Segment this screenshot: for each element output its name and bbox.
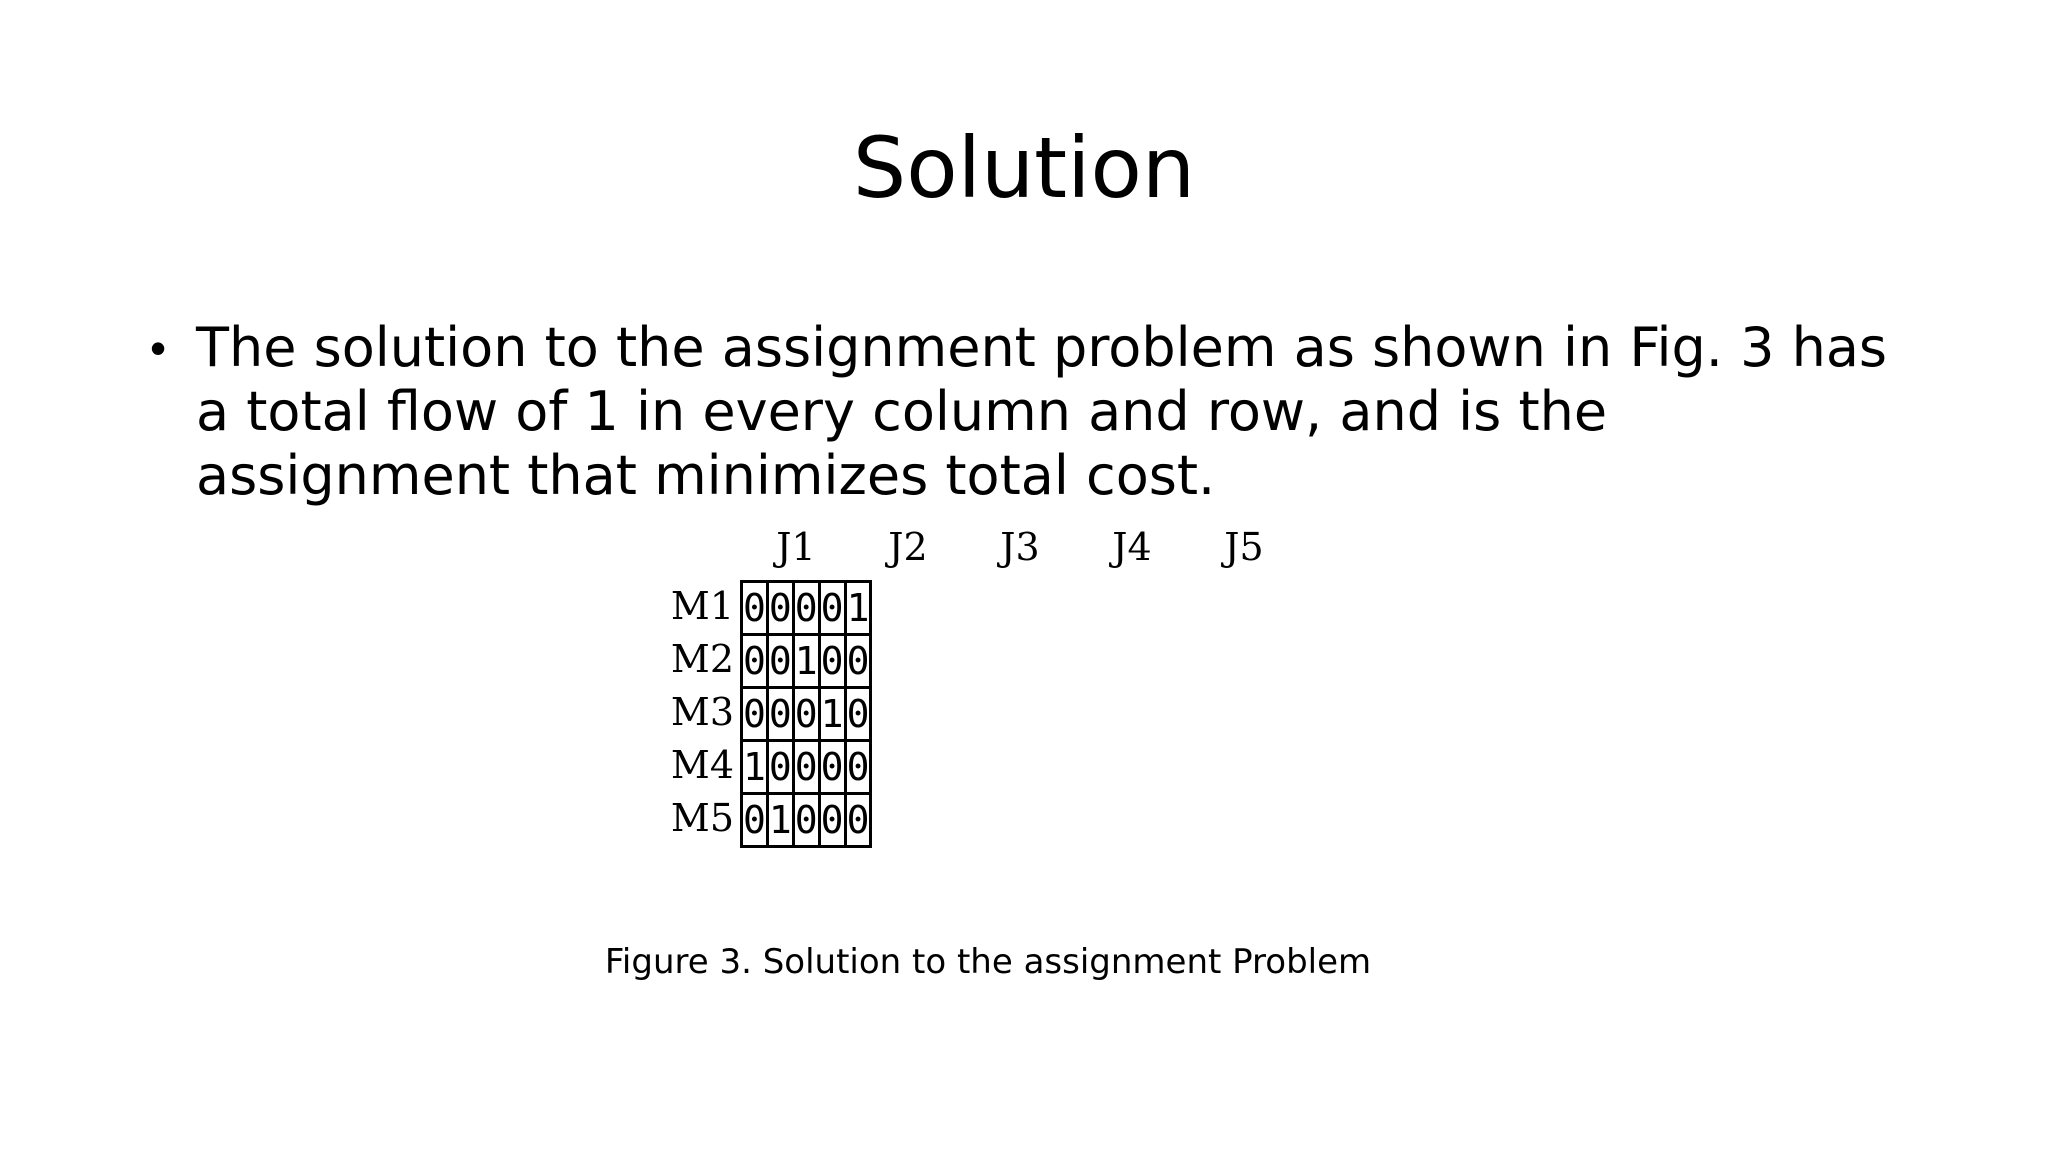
matrix-cell: 0	[819, 582, 845, 635]
figure-caption: Figure 3. Solution to the assignment Problem	[604, 942, 1372, 982]
matrix-cell: 1	[793, 635, 819, 688]
matrix-cell: 0	[819, 635, 845, 688]
matrix-cell: 0	[767, 582, 793, 635]
matrix-cell: 0	[845, 688, 871, 741]
matrix-cell: 0	[767, 688, 793, 741]
matrix-row-m1	[742, 582, 871, 635]
matrix-cell: 0	[793, 741, 819, 794]
matrix-cell: 0	[742, 582, 768, 635]
matrix-cell: 0	[845, 635, 871, 688]
matrix-cell: 1	[819, 688, 845, 741]
row-label-m5: M5	[670, 796, 734, 840]
row-label-m2: M2	[670, 637, 734, 681]
row-label-m4: M4	[670, 743, 734, 787]
matrix-row-m4	[742, 741, 871, 794]
column-header-j1: J1	[776, 525, 816, 569]
matrix-cell: 0	[819, 794, 845, 847]
matrix-cell: 1	[767, 794, 793, 847]
matrix-cell: 0	[767, 635, 793, 688]
matrix-row-m5	[742, 794, 871, 847]
assignment-matrix	[740, 580, 872, 848]
matrix-cell: 0	[793, 582, 819, 635]
matrix-cell: 0	[742, 688, 768, 741]
column-header-j5: J5	[1224, 525, 1264, 569]
matrix-cell: 1	[742, 741, 768, 794]
matrix-row-m3	[742, 688, 871, 741]
column-header-j2: J2	[888, 525, 928, 569]
column-header-j3: J3	[1000, 525, 1040, 569]
matrix-cell: 0	[793, 688, 819, 741]
row-label-m3: M3	[670, 690, 734, 734]
row-labels	[650, 580, 734, 845]
matrix-cell: 0	[742, 635, 768, 688]
matrix-cell: 0	[845, 794, 871, 847]
bullet-point	[150, 316, 1910, 508]
matrix-cell: 0	[742, 794, 768, 847]
column-headers	[740, 520, 1300, 574]
matrix-cell: 0	[793, 794, 819, 847]
matrix-cell: 0	[767, 741, 793, 794]
matrix-row-m2	[742, 635, 871, 688]
bullet-text: The solution to the assignment problem as shown in Fig. 3 has a total flow of 1 in every column and row, and is the assignment that minimizes total cost.	[196, 316, 1888, 507]
matrix-cell: 0	[819, 741, 845, 794]
row-label-m1: M1	[670, 584, 734, 628]
bullet-marker: •	[150, 322, 167, 374]
matrix-cell: 1	[845, 582, 871, 635]
column-header-j4: J4	[1112, 525, 1152, 569]
slide-title: Solution	[852, 119, 1196, 217]
matrix-cell: 0	[845, 741, 871, 794]
